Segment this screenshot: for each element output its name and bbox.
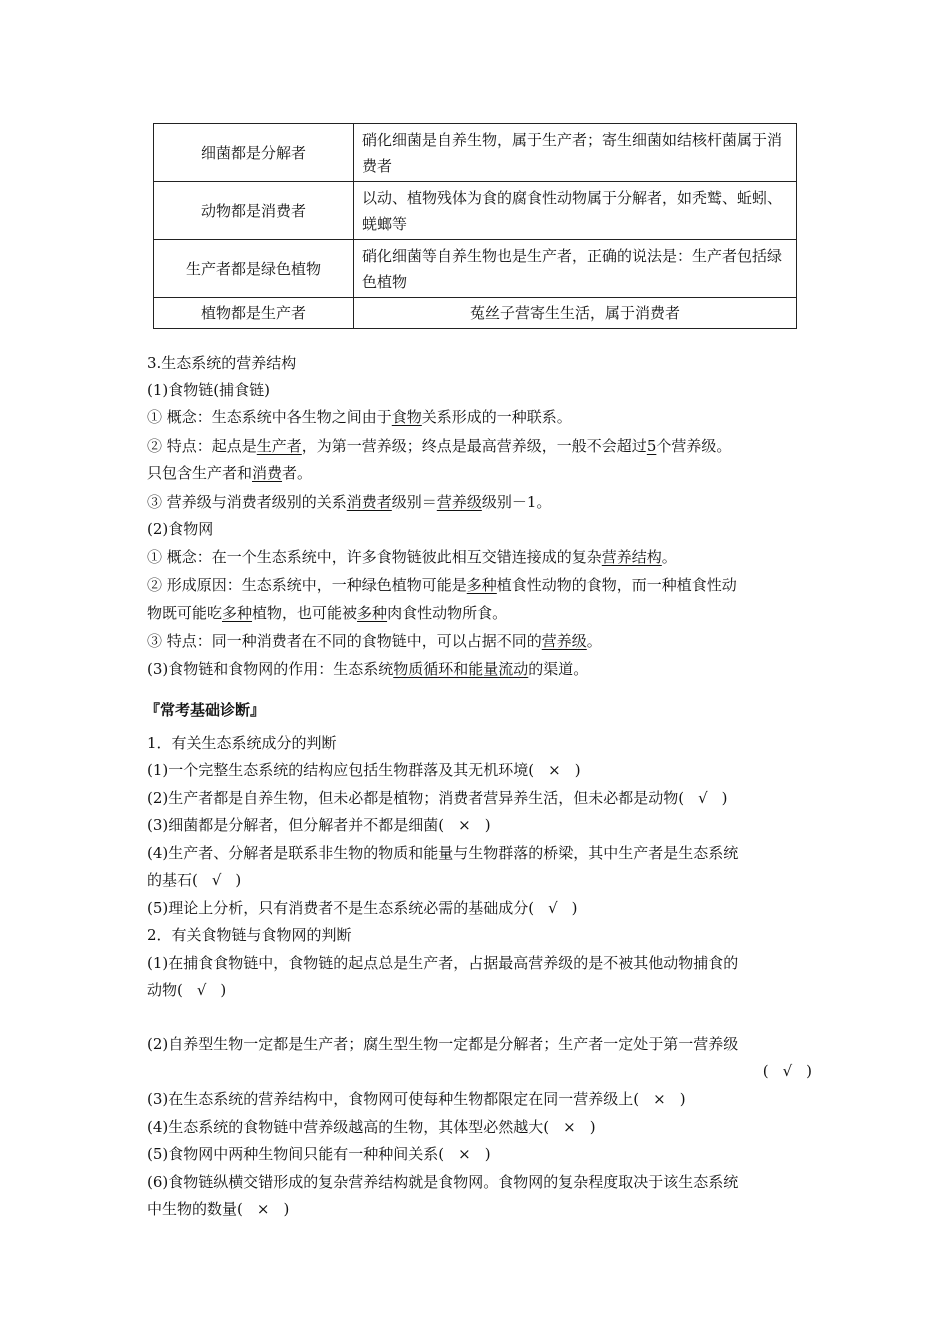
answer-mark: × [653, 1090, 666, 1108]
paragraph: ② 形成原因：生态系统中，一种绿色植物可能是多种植食性动物的食物，而一种植食性动 [147, 576, 737, 594]
correction-cell: 硝化细菌等自养生物也是生产者，正确的说法是：生产者包括绿色植物 [354, 240, 797, 298]
correction-cell: 以动、植物残体为食的腐食性动物属于分解者，如秃鹫、蚯蚓、蜣螂等 [354, 182, 797, 240]
judgement-item: (3)在生态系统的营养结构中，食物网可使每种生物都限定在同一营养级上( × ) [147, 1086, 812, 1113]
judgement-item: (5)食物网中两种生物间只能有一种种间关系( × ) [147, 1141, 812, 1168]
paragraph: 物既可能吃多种植物，也可能被多种肉食性动物所食。 [147, 604, 508, 622]
subsection-food-web: (2)食物网 [147, 520, 214, 538]
paragraph: ③ 营养级与消费者级别的关系消费者级别＝营养级级别－1。 [147, 493, 552, 511]
judgement-item-cont: 动物( √ ) [147, 977, 812, 1004]
answer-mark: × [548, 761, 561, 779]
misconception-cell: 动物都是消费者 [154, 182, 354, 240]
table-row [154, 298, 797, 329]
answer-mark: × [458, 816, 471, 834]
group-title: 1．有关生态系统成分的判断 [147, 734, 337, 752]
judgement-item: (2)生产者都是自养生物，但未必都是植物；消费者营异养生活，但未必都是动物( √ ) [147, 785, 812, 812]
correction-cell: 硝化细菌是自养生物，属于生产者；寄生细菌如结核杆菌属于消费者 [354, 124, 797, 182]
answer-mark: × [256, 1200, 270, 1218]
misconception-cell: 植物都是生产者 [154, 298, 354, 329]
table-row [154, 182, 797, 240]
section-title: 3.生态系统的营养结构 [147, 354, 297, 372]
subsection-food-chain: (1)食物链(捕食链) [147, 381, 270, 399]
judgement-item: (4)生态系统的食物链中营养级越高的生物，其体型必然越大( × ) [147, 1114, 812, 1141]
judgement-item: (1)一个完整生态系统的结构应包括生物群落及其无机环境( × ) [147, 757, 812, 784]
paragraph: ① 概念：生态系统中各生物之间由于食物关系形成的一种联系。 [147, 408, 572, 426]
judgement-item-cont: 的基石( √ ) [147, 867, 812, 894]
answer-mark: √ [196, 981, 207, 999]
misconception-table [153, 123, 797, 329]
answer-mark: √ [698, 789, 708, 807]
table-row [154, 240, 797, 298]
judgement-item: (2)自养型生物一定都是生产者；腐生型生物一定都是分解者；生产者一定处于第一营养级 [147, 1035, 739, 1053]
judgement-item: (5)理论上分析，只有消费者不是生态系统必需的基础成分( √ ) [147, 895, 812, 922]
paragraph: (3)食物链和食物网的作用：生态系统物质循环和能量流动的渠道。 [147, 660, 589, 678]
paragraph: 只包含生产者和消费者。 [147, 464, 313, 482]
diagnosis-heading: 『常考基础诊断』 [145, 701, 266, 719]
judgement-item-cont: 中生物的数量( × ) [147, 1196, 812, 1223]
judgement-item: (6)食物链纵横交错形成的复杂营养结构就是食物网。食物网的复杂程度取决于该生态系统 [147, 1173, 739, 1191]
misconception-cell: 生产者都是绿色植物 [154, 240, 354, 298]
paragraph: ① 概念：在一个生态系统中，许多食物链彼此相互交错连接成的复杂营养结构。 [147, 548, 677, 566]
judgement-item: (3)细菌都是分解者，但分解者并不都是细菌( × ) [147, 812, 812, 839]
answer-mark: × [458, 1145, 471, 1163]
paragraph: ② 特点：起点是生产者，为第一营养级；终点是最高营养级，一般不会超过5个营养级。 [147, 437, 732, 455]
misconception-cell: 细菌都是分解者 [154, 124, 354, 182]
judgement-item: (4)生产者、分解者是联系非生物的物质和能量与生物群落的桥梁，其中生产者是生态系统 [147, 844, 739, 862]
table-row [154, 124, 797, 182]
correction-cell: 菟丝子营寄生生活，属于消费者 [354, 298, 797, 329]
judgement-item: (1)在捕食食物链中，食物链的起点总是生产者，占据最高营养级的是不被其他动物捕食的 [147, 954, 739, 972]
group-title: 2．有关食物链与食物网的判断 [147, 926, 352, 944]
answer-mark: × [563, 1118, 576, 1136]
answer-mark: √ [211, 871, 222, 889]
answer-mark: √ [782, 1062, 793, 1080]
answer-mark: √ [548, 899, 558, 917]
judgement-item-cont: ( √ ) [147, 1058, 812, 1085]
paragraph: ③ 特点：同一种消费者在不同的食物链中，可以占据不同的营养级。 [147, 632, 602, 650]
